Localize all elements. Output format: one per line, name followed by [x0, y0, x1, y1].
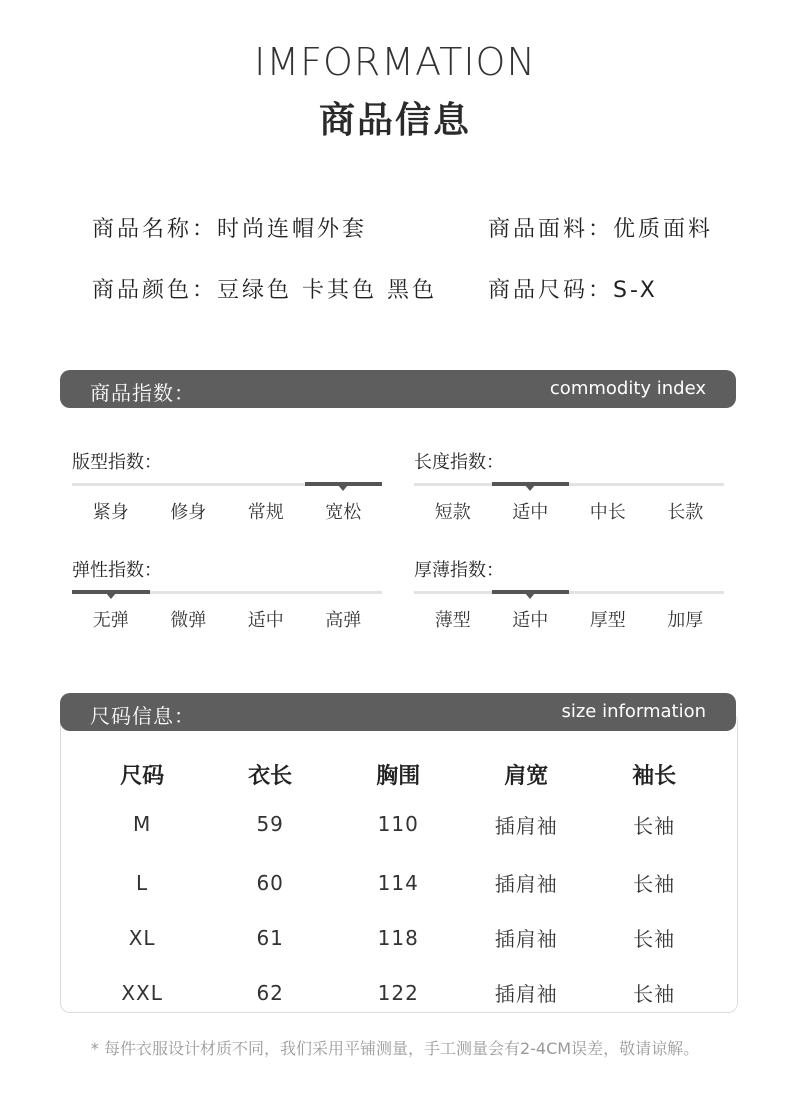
commodity-index-banner: [60, 370, 736, 408]
product-size: 商品尺码：S-X: [488, 278, 658, 303]
size-info-subtitle: size information: [561, 701, 706, 722]
cell-shoulder: 插肩袖: [494, 872, 558, 896]
thickness-option: 薄型: [434, 610, 471, 631]
thickness-index-title: 厚薄指数：: [414, 560, 504, 581]
length-option: 长款: [667, 502, 704, 523]
elasticity-index-title: 弹性指数：: [72, 560, 162, 581]
fit-index-options: [72, 498, 382, 524]
header-size: 尺码: [120, 763, 165, 789]
product-color: 商品颜色：豆绿色 卡其色 黑色: [92, 278, 437, 303]
fit-option: 宽松: [325, 502, 362, 523]
fit-option: 修身: [170, 502, 207, 523]
cell-sleeve: 长袖: [633, 872, 676, 896]
cell-chest: 122: [377, 980, 419, 1005]
thickness-option: 厚型: [589, 610, 626, 631]
cell-sleeve: 长袖: [633, 982, 676, 1006]
cell-size: M: [132, 812, 152, 836]
heading-chinese: 商品信息: [318, 100, 471, 141]
cell-size: XL: [128, 925, 156, 950]
header-chest: 胸围: [376, 763, 421, 789]
header-length: 衣长: [248, 763, 293, 789]
cell-size: L: [136, 870, 149, 895]
fit-index-pointer: [338, 485, 348, 491]
elasticity-option: 微弹: [170, 610, 207, 631]
length-index-title: 长度指数：: [414, 452, 504, 473]
length-option: 短款: [434, 502, 471, 523]
elasticity-option: 适中: [247, 610, 284, 631]
elasticity-option: 无弹: [92, 610, 129, 631]
thickness-index-options: [414, 606, 724, 632]
table-row: [78, 910, 718, 965]
length-option: 适中: [512, 502, 549, 523]
cell-length: 60: [256, 870, 284, 895]
size-info-banner: [60, 693, 736, 731]
header-shoulder: 肩宽: [504, 763, 549, 789]
length-index-track: [414, 483, 724, 486]
cell-shoulder: 插肩袖: [494, 982, 558, 1006]
cell-sleeve: 长袖: [633, 813, 676, 838]
length-index-options: [414, 498, 724, 524]
fit-option: 紧身: [92, 502, 129, 523]
measurement-note: * 每件衣服设计材质不同，我们采用平铺测量，手工测量会有2-4CM误差，敬请谅解。: [90, 1039, 700, 1058]
header-sleeve: 袖长: [632, 763, 677, 789]
cell-length: 59: [256, 812, 284, 836]
elasticity-option: 高弹: [325, 610, 362, 631]
cell-chest: 110: [377, 812, 419, 836]
cell-shoulder: 插肩袖: [494, 813, 558, 838]
elasticity-index-pointer: [106, 593, 116, 599]
size-table: [78, 755, 718, 1020]
thickness-option: 加厚: [667, 610, 704, 631]
length-index-pointer: [525, 485, 535, 491]
elasticity-index-track: [72, 591, 382, 594]
product-fabric: 商品面料：优质面料: [488, 217, 714, 242]
cell-size: XXL: [121, 980, 163, 1005]
table-row: [78, 965, 718, 1020]
cell-sleeve: 长袖: [633, 927, 676, 951]
cell-shoulder: 插肩袖: [494, 927, 558, 951]
thickness-option: 适中: [512, 610, 549, 631]
cell-chest: 118: [377, 925, 419, 950]
cell-length: 61: [256, 925, 284, 950]
table-row: [78, 855, 718, 910]
commodity-index-subtitle: commodity index: [549, 378, 706, 399]
thickness-index-pointer: [525, 593, 535, 599]
elasticity-index-options: [72, 606, 382, 632]
fit-index-track: [72, 483, 382, 486]
heading-english: IMFORMATION: [254, 40, 536, 84]
size-table-header: [78, 755, 718, 793]
cell-chest: 114: [377, 870, 419, 895]
table-row: [78, 793, 718, 855]
fit-option: 常规: [247, 502, 284, 523]
fit-index-title: 版型指数：: [72, 452, 162, 473]
product-name: 商品名称：时尚连帽外套: [92, 217, 368, 242]
commodity-index-title: 商品指数：: [90, 381, 195, 405]
thickness-index-track: [414, 591, 724, 594]
cell-length: 62: [256, 980, 284, 1005]
length-option: 中长: [589, 502, 626, 523]
size-info-title: 尺码信息：: [90, 704, 195, 728]
